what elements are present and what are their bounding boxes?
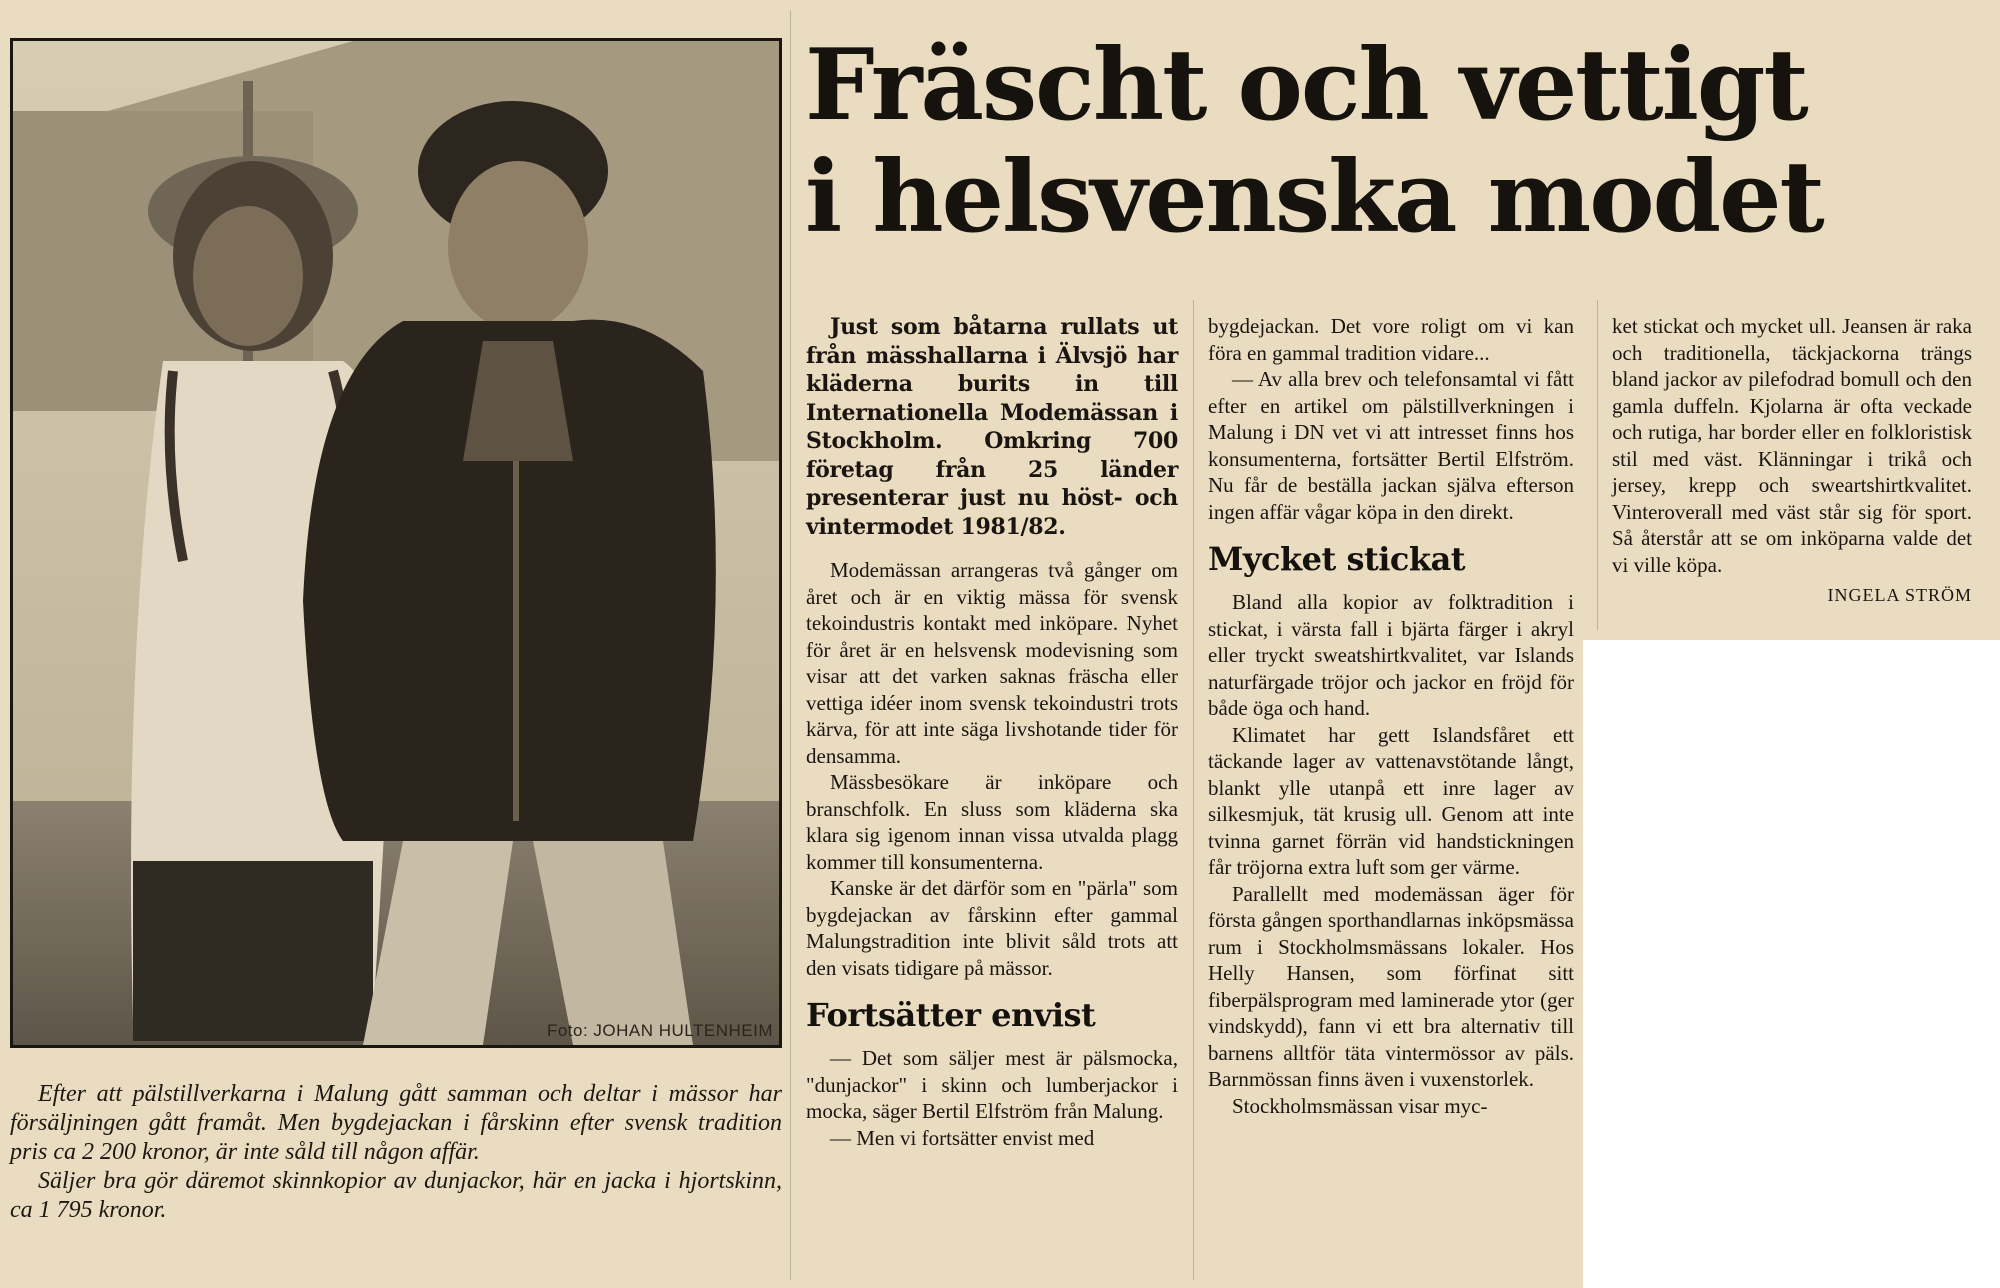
caption-paragraph: Säljer bra gör däremot skinnkopior av dunjackor, här en jacka i hjortskinn, ca 1 795 kronor. [10,1168,782,1223]
article-column-3 [1612,313,1972,609]
headline-line: Fräscht och vettigt [805,28,1807,143]
body-paragraph: Klimatet har gett Islandsfåret ett täckande lager av vattenavstötande långt, blankt ylle utanpå ett inre lager av silkesmjuk, tät krusig ull. Genom att inte tvinna garnet förrän vid handstickningen får tröjorna extra luft som ger värme. [1208,722,1574,879]
body-paragraph: Kanske är det därför som en "pärla" som bygdejackan av fårskinn efter gammal Malungstradition inte blivit såld trots att den visats tidigare på mässor. [806,876,1178,980]
photo-credit: Foto: JOHAN HULTENHEIM [546,1021,773,1040]
body-paragraph: Parallellt med modemässan äger för första gången sporthandlarnas inköpsmässa rum i Stockholmsmässans lokaler. Hos Helly Hansen, som förfinat sitt fiberpälsprogram med laminerade ytor (ger vindskydd), fann vi ett bra alternativ till barnens alltför täta vintermössor av päls. Barnmössan finns även i vuxenstorlek. [1208,881,1574,1091]
body-paragraph: ket stickat och mycket ull. Jeansen är raka och traditionella, täckjackorna trängs bland jackor av pilefodrad bomull och den gamla duffeln. Kjolarna är ofta veckade och rutiga, har border eller en folkloristisk stil med väst. Klänningar i trikå och jersey, krepp och sweartshirtkvalitet. Vinteroverall med väst står sig för sport. Så återstår att se om inköparna valde det vi ville köpa. [1612,314,1972,577]
body-paragraph: — Av alla brev och telefonsamtal vi fått efter en artikel om pälstillverkningen i Malung i DN vet vi att intresset finns hos konsumenterna, fortsätter Bertil Elfström. Nu får de beställa jackan själva efterson ingen affär vågar köpa in den direkt. [1208,367,1574,524]
subheading: Fortsätter envist [806,996,1096,1034]
byline: INGELA STRÖM [1827,585,1972,605]
lead-paragraph: Just som båtarna rullats ut från mässhallarna i Älvsjö har kläderna burits in till Internationella Modemässan i Stockholm. Omkring 700 företag från 25 länder presenterar just nu höst- och vintermodet 1981/82. [806,314,1178,540]
column-rule [1597,300,1598,630]
news-photo [10,38,782,1048]
column-rule [1193,300,1194,1280]
caption-paragraph: Efter att pälstillverkarna i Malung gått samman och deltar i mässor har försäljningen gått framåt. Men bygdejackan i fårskinn efter svensk tradition pris ca 2 200 kronor, är inte såld till någon affär. [10,1081,782,1165]
column-rule [790,10,791,1280]
photo-illustration [13,41,779,1045]
body-paragraph: bygdejackan. Det vore roligt om vi kan föra en gammal tradition vidare... [1208,314,1574,365]
headline-line: i helsvenska modet [805,140,1823,255]
article-column-1 [806,313,1178,1151]
body-paragraph: — Men vi fortsätter envist med [830,1125,1095,1150]
body-paragraph: Bland alla kopior av folktradition i stickat, i värsta fall i bjärta färger i akryl eller tryckt sweatshirtkvalitet, var Islands naturfärgade tröjor och jackor en fröjd för både öga och hand. [1208,590,1574,720]
subheading: Mycket stickat [1208,540,1466,578]
body-paragraph: Mässbesökare är inköpare och branschfolk. En sluss som kläderna ska klara sig igenom innan vissa utvalda plagg kommer till konsumenterna. [806,770,1178,874]
headline [805,30,1905,254]
body-paragraph: — Det som säljer mest är pälsmocka, "dunjackor" i skinn och lumberjackor i mocka, säger Bertil Elfström från Malung. [806,1046,1178,1123]
body-paragraph: Modemässan arrangeras två gånger om året och är en viktig mässa för svensk tekoindustris kontakt med inköpare. Nyhet för året är en helsvensk modevisning som visar att det varken saknas fräscha eller vettiga idéer inom svensk tekoindustri trots kärva, för att inte säga livshotande tider för densamma. [806,558,1178,768]
article-column-2 [1208,313,1574,1119]
photo-caption [10,1080,782,1225]
body-paragraph: Stockholmsmässan visar myc- [1232,1093,1488,1118]
